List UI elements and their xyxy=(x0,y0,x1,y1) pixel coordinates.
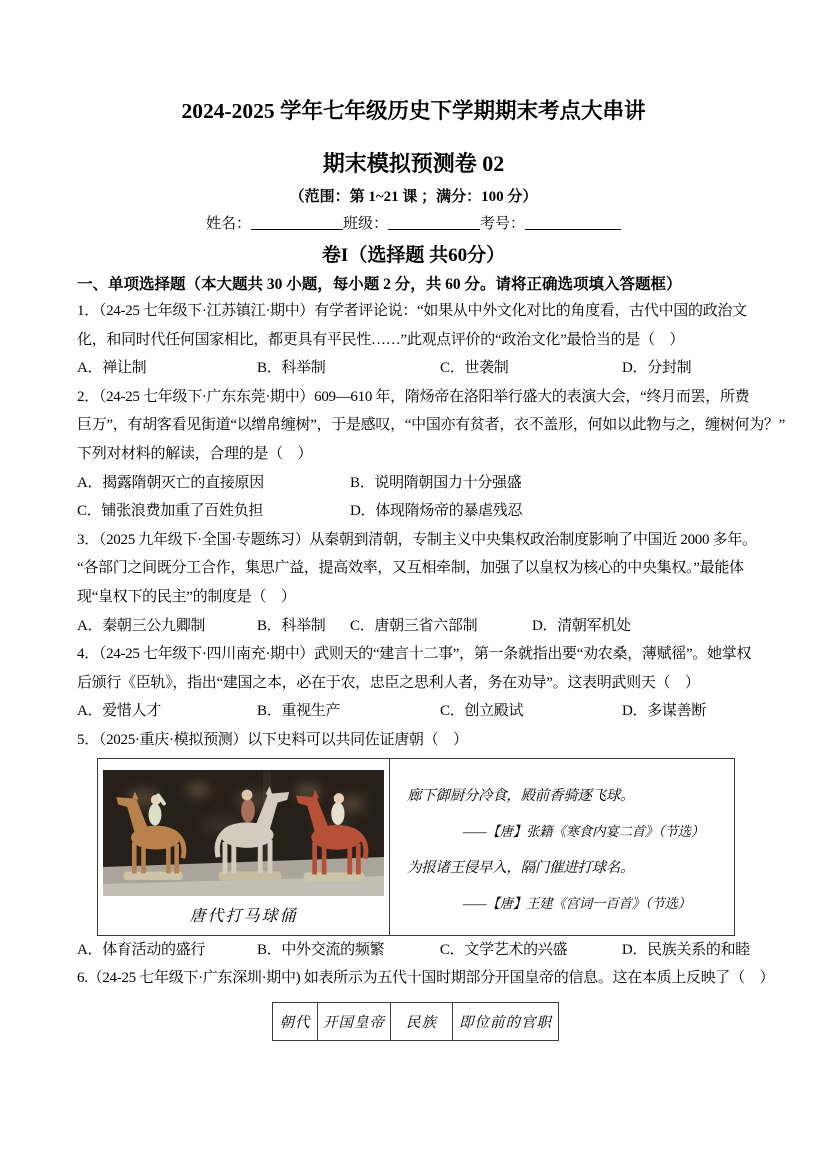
option-c: C．铺张浪费加重了百姓负担 xyxy=(77,503,264,520)
question-2-stem-line: 下列对材料的解读，合理的是（ ） xyxy=(77,445,313,462)
question-2-options-row-2 xyxy=(77,497,750,526)
question-3-options xyxy=(77,612,750,641)
question-4-stem-line: 后颁行《臣轨》，指出“建国之本，必在于农，忠臣之思利人者，务在劝导”。这表明武则天（ ） xyxy=(77,674,700,691)
option-b: B．说明隋朝国力十分强盛 xyxy=(350,474,522,491)
photo-caption: 唐代打马球俑 xyxy=(189,907,298,925)
question-6 xyxy=(77,964,775,1041)
poem-line: 为报诸王侵早入，隔门催进打球名。 xyxy=(407,859,635,876)
table-header-row xyxy=(273,1002,559,1040)
option-b: B．中外交流的频繁 xyxy=(256,941,385,958)
question-2 xyxy=(77,383,785,526)
page-content xyxy=(77,0,785,1041)
option-b: B．科举制 xyxy=(257,617,326,634)
option-a: A．禅让制 xyxy=(77,360,147,377)
poem-citation: ——【唐】张籍《寒食内宴二首》（节选） xyxy=(463,823,705,839)
exam-no-blank[interactable] xyxy=(525,216,621,230)
q5-poems-cell xyxy=(390,759,734,935)
option-c: C．创立殿试 xyxy=(440,703,524,720)
question-4-stem-line: 4．（24-25 七年级下·四川南充·期中）武则天的“建言十二事”，第一条就指出要“劝农桑，薄赋徭”。她掌权 xyxy=(77,646,752,663)
table-header-founder: 开国皇帝 xyxy=(318,1002,391,1040)
section-heading: 一、单项选择题（本大题共 30 小题，每小题 2 分，共 60 分。请将正确选项填入答题框） xyxy=(77,276,682,293)
option-c: C．文学艺术的兴盛 xyxy=(439,941,568,958)
question-3-stem-line: “各部门之间既分工合作，集思广益，提高效率，又互相牵制，加强了以皇权为核心的中央集权。”最能体 xyxy=(77,560,744,577)
table-header-ethnic: 民族 xyxy=(391,1002,453,1040)
class-blank[interactable] xyxy=(388,216,480,230)
question-3 xyxy=(77,526,757,640)
option-d: D．清朝军机处 xyxy=(532,617,631,634)
paper-subtitle: 期末模拟预测卷 02 xyxy=(322,151,505,176)
tang-polo-figurines-photo xyxy=(103,770,384,896)
option-d: D．体现隋炀帝的暴虐残忍 xyxy=(350,503,523,520)
exam-no-label: 考号： xyxy=(480,216,526,232)
question-2-stem-line: 2．（24-25 七年级下·广东东莞·期中）609—610 年，隋炀帝在洛阳举行盛大的表演大会，“终月而罢，所费 xyxy=(77,388,750,405)
question-3-stem-line: 现“皇权下的民主”的制度是（ ） xyxy=(77,588,296,605)
option-d: D．多谋善断 xyxy=(622,703,707,720)
option-d: D．分封制 xyxy=(622,360,692,377)
option-c: C．世袭制 xyxy=(440,360,509,377)
paper-title: 2024-2025 学年七年级历史下学期期末考点大串讲 xyxy=(181,99,646,123)
scope-and-score-line: （范围：第 1~21 课 ；满分：100 分） xyxy=(289,189,538,205)
question-1-stem-line: 化，和同时代任何国家相比，都更具有平民性……”此观点评价的“政治文化”最恰当的是（ ） xyxy=(77,331,685,348)
option-a: A．揭露隋朝灭亡的直接原因 xyxy=(77,474,264,491)
question-4 xyxy=(77,640,750,726)
q5-source-box xyxy=(97,758,735,936)
option-c: C．唐朝三省六部制 xyxy=(350,617,478,634)
option-b: B．科举制 xyxy=(257,360,326,377)
question-2-stem-line: 巨万”，有胡客看见街道“以缯帛缠树”，于是感叹，“中国亦有贫者，衣不盖形，何如以此物与之，缠树何为？” xyxy=(77,417,785,434)
question-2-options-row-1 xyxy=(77,469,750,498)
name-label: 姓名： xyxy=(205,216,251,232)
question-5-stem-line: 5．（2025·重庆·模拟预测）以下史料可以共同佐证唐朝（ ） xyxy=(77,731,468,748)
q6-emperors-table xyxy=(272,1002,559,1041)
question-6-stem-line: 6.（24-25 七年级下·广东深圳·期中) 如表所示为五代十国时期部分开国皇帝的信息。这在本质上反映了（ ） xyxy=(77,970,775,987)
question-1-options xyxy=(77,354,750,383)
poem-line: 廊下御厨分冷食，殿前香骑逐飞球。 xyxy=(407,787,635,804)
option-a: A．秦朝三公九卿制 xyxy=(77,617,206,634)
table-header-office: 即位前的官职 xyxy=(453,1002,559,1040)
question-5 xyxy=(77,726,750,964)
glass-reflection xyxy=(263,770,271,867)
question-4-options xyxy=(77,697,750,726)
table-header-dynasty: 朝代 xyxy=(273,1002,318,1040)
option-b: B．重视生产 xyxy=(257,703,341,720)
question-1-stem-line: 1．（24-25 七年级下·江苏镇江·期中）有学者评论说：“如果从中外文化对比的角度看，古代中国的政治文 xyxy=(77,303,747,319)
poem-citation: ——【唐】王建《宫词一百首》（节选） xyxy=(463,895,691,911)
option-d: D．民族关系的和睦 xyxy=(621,941,750,958)
question-5-options xyxy=(77,936,750,965)
name-blank[interactable] xyxy=(251,216,343,230)
option-a: A．爱惜人才 xyxy=(77,703,162,720)
question-3-stem-line: 3．（2025 九年级下·全国·专题练习）从秦朝到清朝，专制主义中央集权政治制度影响了中国近 2000 多年。 xyxy=(77,531,757,548)
student-info-line xyxy=(77,212,750,236)
class-label: 班级： xyxy=(342,216,388,232)
part-title: 卷I（选择题 共60分） xyxy=(321,245,506,266)
q5-photo-cell xyxy=(98,759,390,935)
option-a: A．体育活动的盛行 xyxy=(77,941,206,958)
question-1 xyxy=(77,297,750,383)
